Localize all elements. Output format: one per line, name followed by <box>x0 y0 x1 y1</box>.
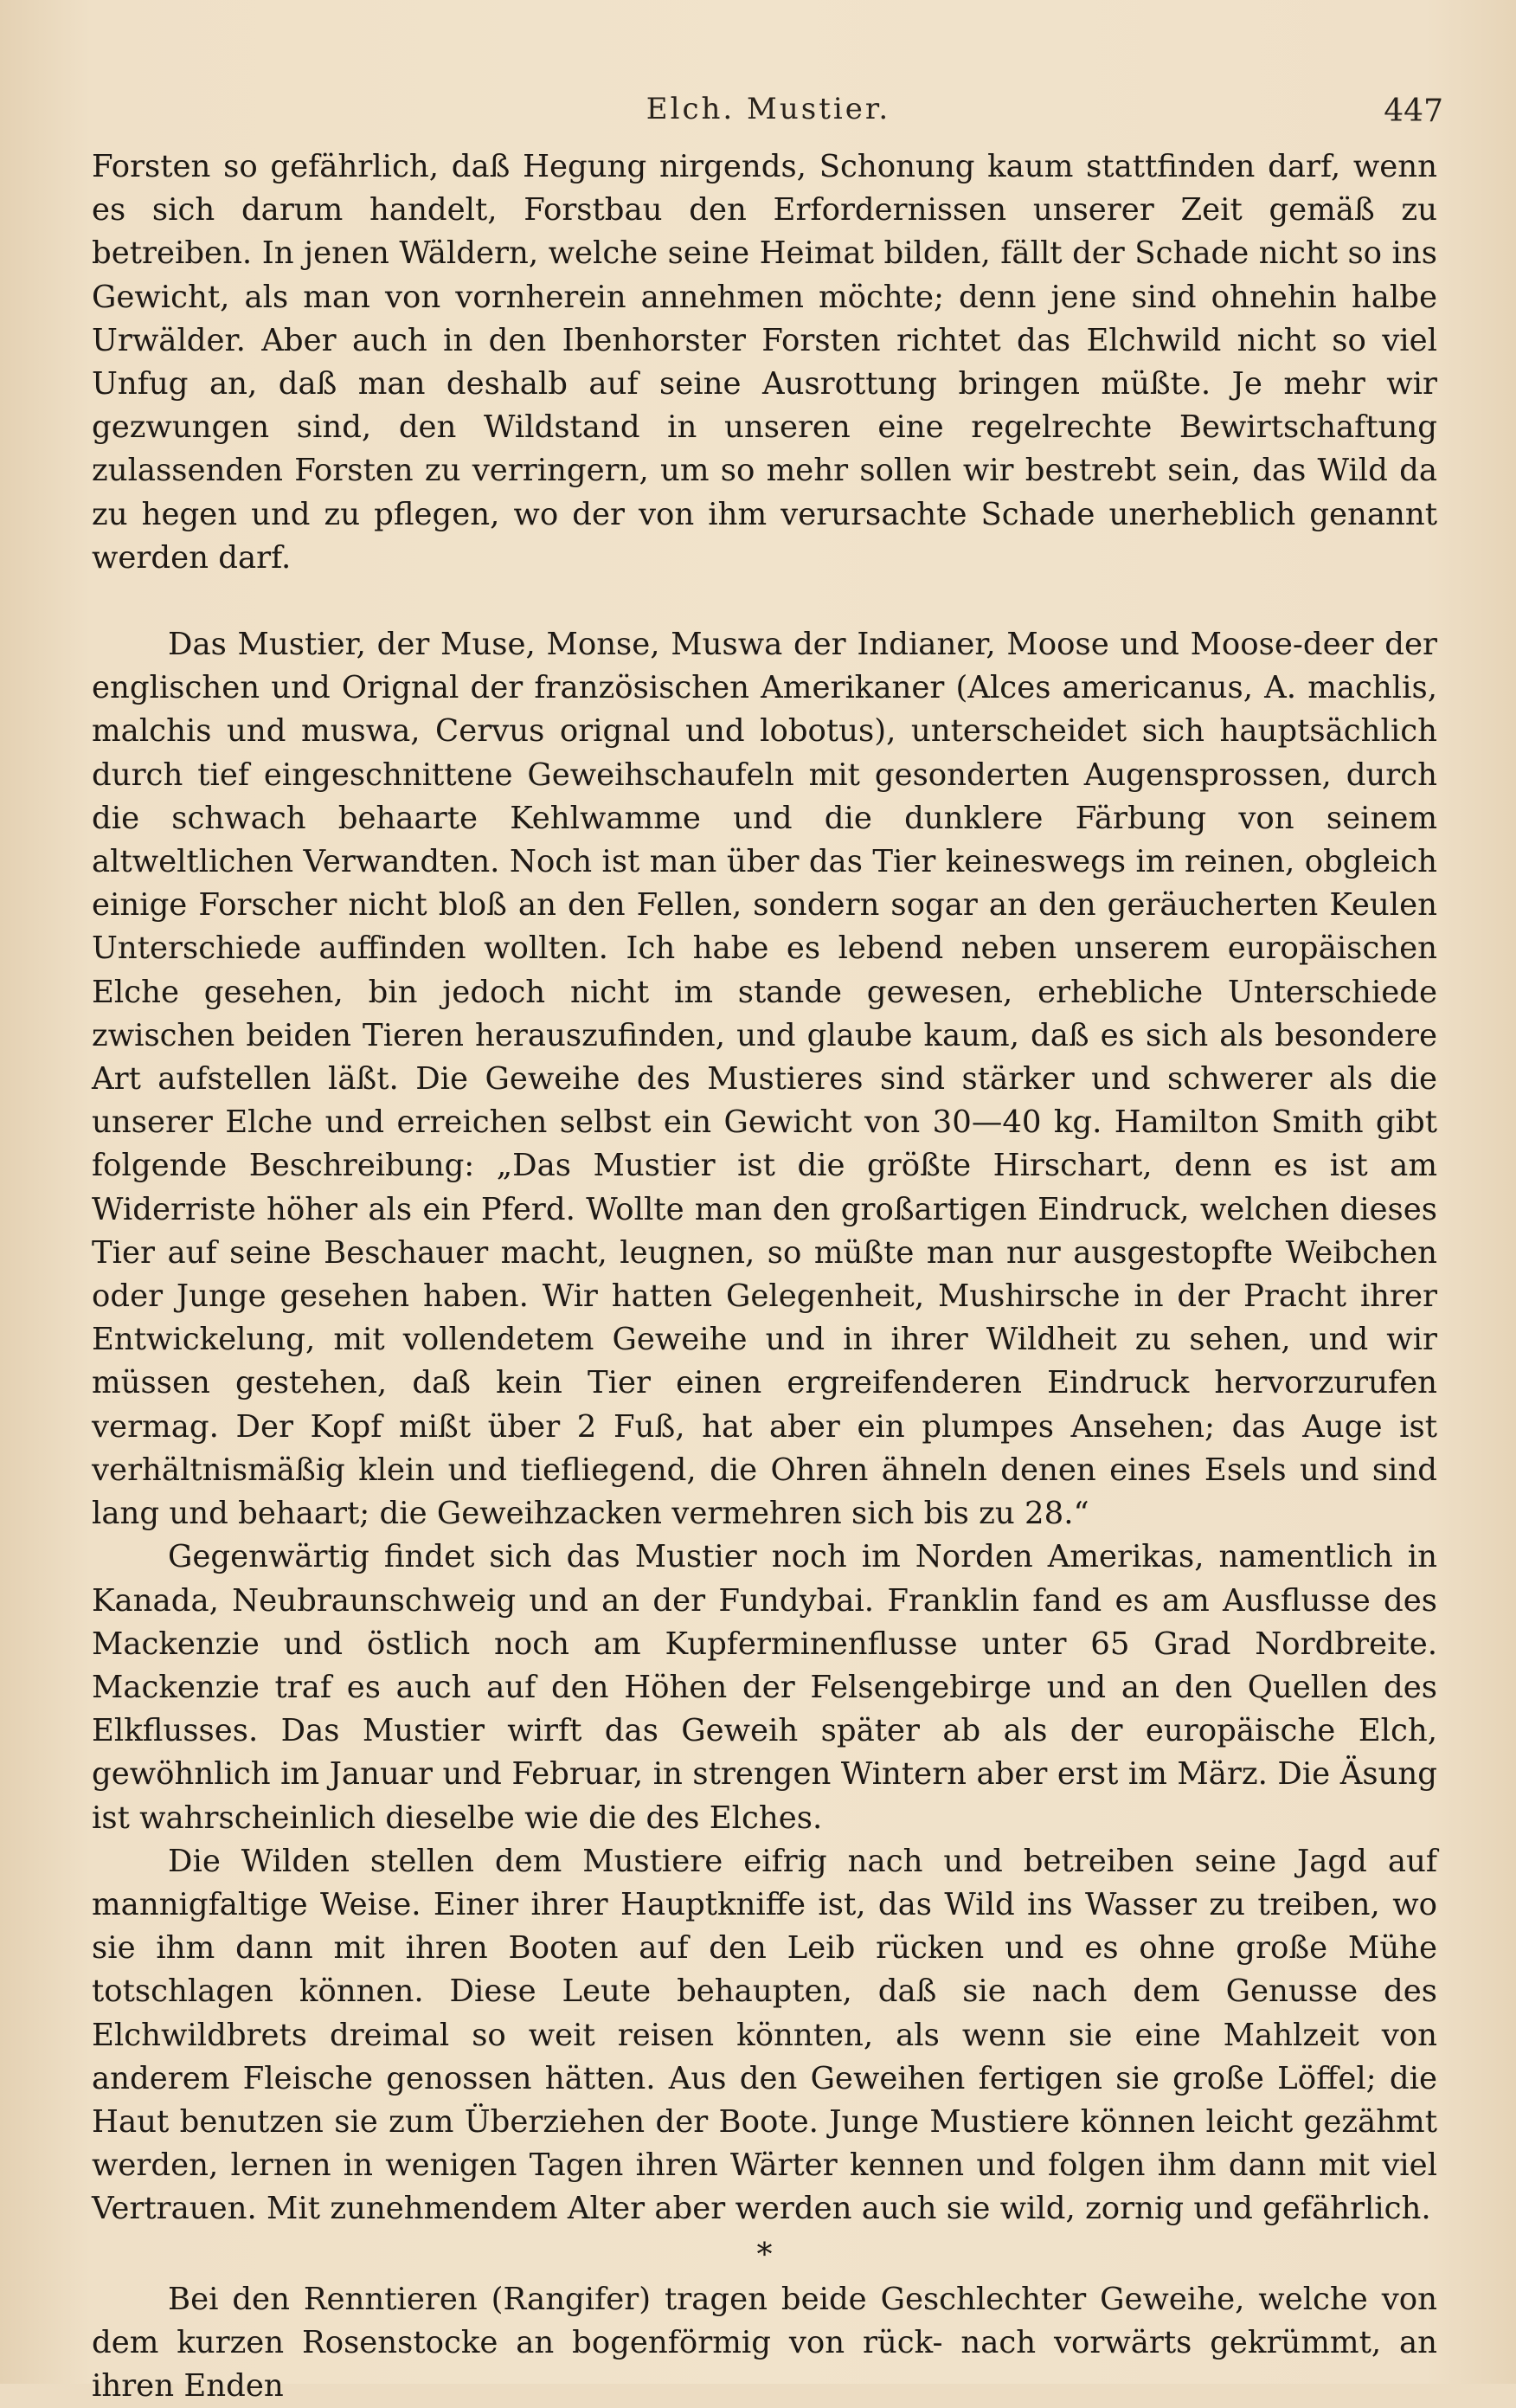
paragraph-1: Forsten so gefährlich, daß Hegung nirgends, Schonung kaum stattfinden darf, wenn es sich darum handelt, Forstbau den Erfordernissen unserer Zeit gemäß zu betreiben. In jenen Wäldern, welche seine Heimat bilden, fällt der Schade nicht so ins Gewicht, als man von vornherein annehmen möchte; denn jene sind ohnehin halbe Urwälder. Aber auch in den Ibenhorster Forsten richtet das Elchwild nicht so viel Unfug an, daß man deshalb auf seine Ausrottung bringen müßte. Je mehr wir gezwungen sind, den Wildstand in unseren eine regelrechte Bewirtschaftung zulassenden Forsten zu verringern, um so mehr sollen wir bestrebt sein, das Wild da zu hegen und zu pflegen, wo der von ihm verursachte Schade unerheblich genannt werden darf. <box>92 149 1437 576</box>
paragraph-2: Das Mustier, der Muse, Monse, Muswa der Indianer, Moose und Moose-deer der englischen und Orignal der französischen Amerikaner (Alces americanus, A. machlis, malchis und muswa, Cervus orignal und lobotus), unterscheidet sich hauptsächlich durch tief eingeschnittene Geweihschaufeln mit gesonderten Augensprossen, durch die schwach behaarte Kehlwamme und die dunklere Färbung von seinem altweltlichen Verwandten. Noch ist man über das Tier keineswegs im reinen, obgleich einige Forscher nicht bloß an den Fellen, sondern sogar an den geräucherten Keulen Unterschiede auffinden wollten. Ich habe es lebend neben unserem europäischen Elche gesehen, bin jedoch nicht im stande gewesen, erhebliche Unterschiede zwischen beiden Tieren herauszufinden, und glaube kaum, daß es sich als besondere Art aufstellen läßt. Die Geweihe des Mustieres sind stärker und schwerer als die unserer Elche und erreichen selbst ein Gewicht von 30—40 kg. Hamilton Smith gibt folgende Beschreibung: „Das Mustier ist die größte Hirschart, denn es ist am Widerriste höher als ein Pferd. Wollte man den großartigen Eindruck, welchen dieses Tier auf seine Beschauer macht, leugnen, so müßte man nur ausgestopfte Weibchen oder Junge gesehen haben. Wir hatten Gelegenheit, Mushirsche in der Pracht ihrer Entwickelung, mit vollendetem Geweihe und in ihrer Wildheit zu sehen, und wir müssen gestehen, daß kein Tier einen ergreifenderen Eindruck hervorzurufen vermag. Der Kopf mißt über 2 Fuß, hat aber ein plumpes Ansehen; das Auge ist verhältnismäßig klein und tiefliegend, die Ohren ähneln denen eines Esels und sind lang und behaart; die Geweihzacken vermehren sich bis zu 28.“ <box>92 627 1437 1532</box>
paragraph-3: Gegenwärtig findet sich das Mustier noch im Norden Amerikas, namentlich in Kanada, Neubraunschweig und an der Fundybai. Franklin fand es am Ausflusse des Mackenzie und östlich noch am Kupferminenflusse unter 65 Grad Nordbreite. Mackenzie traf es auch auf den Höhen der Felsengebirge und an den Quellen des Elkflusses. Das Mustier wirft das Geweih später ab als der europäische Elch, gewöhnlich im Januar und Februar, in strengen Wintern aber erst im März. Die Äsung ist wahrscheinlich dieselbe wie die des Elches. <box>92 1539 1437 1836</box>
paragraph-5: Bei den Renntieren (Rangifer) tragen beide Geschlechter Geweihe, welche von dem kurzen Rosenstocke an bogenförmig von rück- nach vorwärts gekrümmt, an ihren Enden <box>92 2281 1437 2404</box>
main-text <box>92 145 1437 2408</box>
paragraph-4: Die Wilden stellen dem Mustiere eifrig nach und betreiben seine Jagd auf mannigfaltige Weise. Einer ihrer Hauptkniffe ist, das Wild ins Wasser zu treiben, wo sie ihm dann mit ihren Booten auf den Leib rücken und es ohne große Mühe totschlagen können. Diese Leute behaupten, daß sie nach dem Genusse des Elchwildbrets dreimal so weit reisen könnten, als wenn sie eine Mahlzeit von anderem Fleische genossen hätten. Aus den Geweihen fertigen sie große Löffel; die Haut benutzen sie zum Überziehen der Boote. Junge Mustiere können leicht gezähmt werden, lernen in wenigen Tagen ihren Wärter kennen und folgen ihm dann mit viel Vertrauen. Mit zunehmendem Alter aber werden auch sie wild, zornig und gefährlich. <box>92 1843 1437 2227</box>
section-separator: * <box>756 2237 773 2273</box>
page-header <box>93 87 1443 138</box>
page-number: 447 <box>1384 93 1443 129</box>
running-head: Elch. Mustier. <box>646 92 891 126</box>
